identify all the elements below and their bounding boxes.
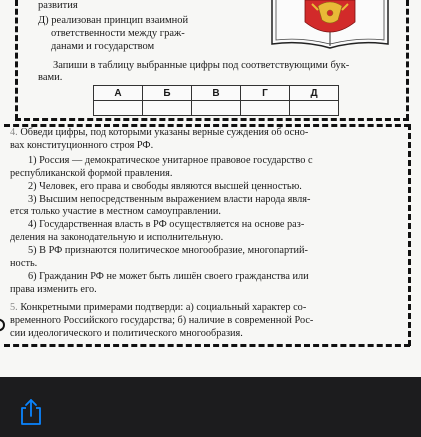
item-3-line-1: 3) Высшим непосредственным выражением власти народа явля- (28, 193, 311, 205)
dashed-border-right-upper (406, 0, 409, 120)
task-5-line-1: Конкретными примерами подтверди: а) социальный характер со- (20, 301, 307, 313)
table-header-v: В (192, 86, 241, 101)
option-d-line-1: Д) реализован принцип взаимной (38, 15, 189, 26)
option-d-line-2: ответственности между граж- (51, 28, 185, 39)
dashed-border-left-upper (15, 0, 18, 120)
constitution-book-image (270, 0, 390, 50)
dashed-border-right-lower (408, 124, 411, 346)
answer-table (93, 85, 339, 116)
dashed-border-bottom-upper (15, 118, 409, 121)
table-cell-d (290, 101, 339, 116)
instruction-line-1: Запиши в таблицу выбранные цифры под соответствующими бук- (53, 60, 350, 71)
table-header-b: Б (143, 86, 192, 101)
share-icon[interactable] (19, 398, 43, 426)
task-4-line-2: вах конституционного строя РФ. (10, 139, 154, 151)
option-d-line-3: данами и государством (51, 41, 155, 52)
item-6-line-2: права изменить его. (10, 283, 97, 295)
table-header-d: Д (290, 86, 339, 101)
task-4-block (10, 127, 408, 341)
item-5-line-1: 5) В РФ признаются политическое многообразие, многопартий- (28, 245, 308, 257)
margin-mark-icon (0, 318, 6, 332)
task-5-line-2: временного Российского государства; б) наличие в современной Рос- (10, 314, 314, 326)
table-cell-a (94, 101, 143, 116)
table-cell-v (192, 101, 241, 116)
table-header-a: А (94, 86, 143, 101)
task-5-number: 5. (10, 301, 18, 313)
text-razvitiya: развития (38, 0, 78, 11)
bottom-toolbar (0, 377, 421, 437)
item-4-line-2: деления на законодательную и исполнительную. (10, 232, 224, 244)
task-5-line-3: сии идеологического и политического многообразия. (10, 327, 243, 339)
dashed-border-bottom-lower (4, 344, 410, 347)
item-6-line-1: 6) Гражданин РФ не может быть лишён своего гражданства или (28, 270, 309, 282)
table-cell-g (241, 101, 290, 116)
item-1-line-1: 1) Россия — демократическое унитарное правовое государство с (28, 154, 313, 166)
item-2-line-1: 2) Человек, его права и свободы являются высшей ценностью. (28, 180, 302, 192)
instruction-line-2: вами. (38, 72, 63, 83)
item-4-line-1: 4) Государственная власть в РФ осуществляется на основе раз- (28, 219, 305, 231)
item-3-line-2: ется только участие в местном самоуправлении. (10, 206, 221, 218)
item-5-line-2: ность. (10, 258, 38, 270)
task-4-number: 4. (10, 127, 18, 138)
table-header-g: Г (241, 86, 290, 101)
table-cell-b (143, 101, 192, 116)
item-1-line-2: республиканской формой правления. (10, 167, 173, 179)
task-4-line-1: Обведи цифры, под которыми указаны верные суждения об осно- (20, 127, 309, 138)
